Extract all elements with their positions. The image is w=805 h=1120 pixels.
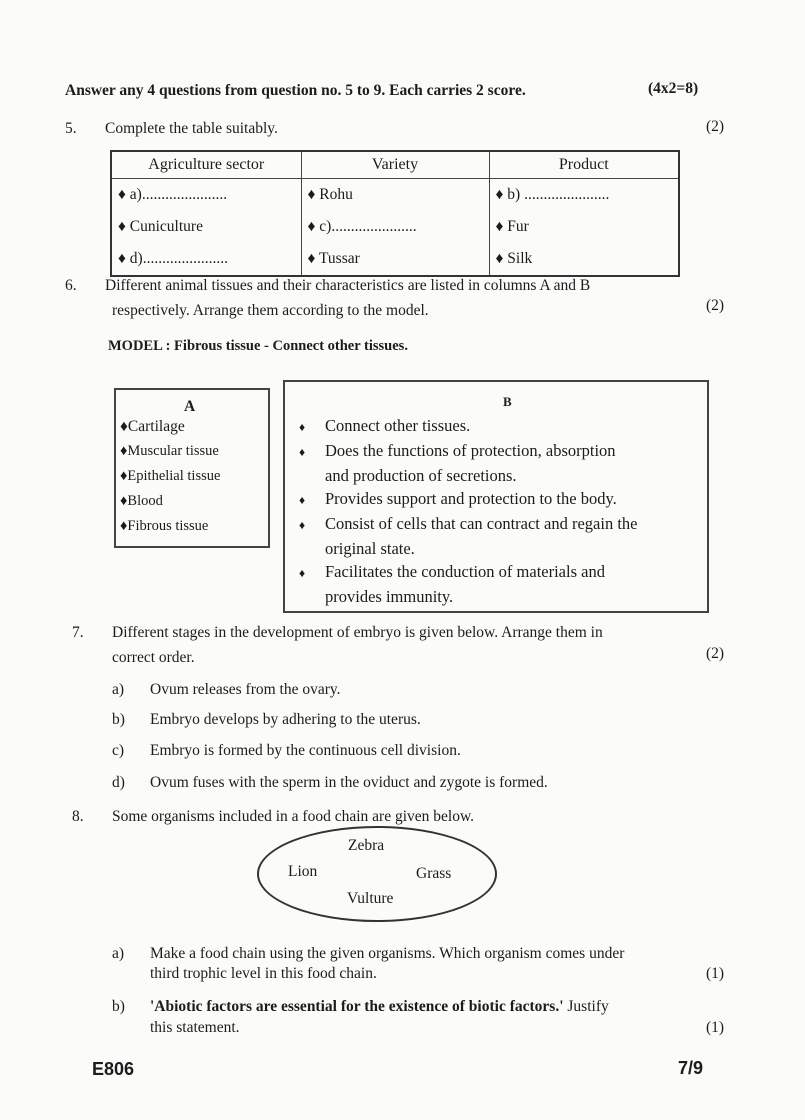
q8b-justify: Justify xyxy=(563,998,609,1015)
table-cell: ♦ c)...................... xyxy=(301,211,489,243)
column-b-item xyxy=(299,414,637,439)
column-a-item: ♦Cartilage xyxy=(120,418,185,435)
paper-code: E806 xyxy=(92,1059,135,1079)
q8-number: 8. xyxy=(72,808,84,825)
organism-zebra: Zebra xyxy=(348,837,385,854)
q8a-line2: third trophic level in this food chain. xyxy=(150,965,377,982)
header-product: Product xyxy=(489,151,679,179)
column-a-item: ♦Blood xyxy=(120,493,163,509)
page-number: 7/9 xyxy=(678,1058,704,1078)
item-text: Does the functions of protection, absorption xyxy=(325,441,616,460)
item-text: provides immunity. xyxy=(325,587,454,606)
q8a-marks: (1) xyxy=(706,965,725,982)
bullet-icon: ♦ xyxy=(299,518,306,532)
q7-line2: correct order. xyxy=(112,649,195,666)
table-row xyxy=(111,179,679,212)
table-cell: ♦ Tussar xyxy=(301,243,489,276)
q8b-statement: 'Abiotic factors are essential for the existence of biotic factors.' xyxy=(150,998,564,1015)
q6-line1: Different animal tissues and their characteristics are listed in columns A and B xyxy=(105,277,591,294)
q8b-letter: b) xyxy=(112,998,125,1015)
column-b-title: B xyxy=(503,394,512,409)
q7-item-text: Embryo develops by adhering to the uterus. xyxy=(150,711,421,728)
bullet-icon: ♦ xyxy=(299,445,306,459)
q5-text: Complete the table suitably. xyxy=(105,120,278,137)
q8a-line1: Make a food chain using the given organisms. Which organism comes under xyxy=(150,945,625,962)
q7-line1: Different stages in the development of embryo is given below. Arrange them in xyxy=(112,624,603,641)
q5-number: 5. xyxy=(65,120,77,137)
table-row xyxy=(111,211,679,243)
q7-number: 7. xyxy=(72,624,84,641)
table-row xyxy=(111,243,679,276)
item-text: Connect other tissues. xyxy=(325,416,471,435)
column-a-item: ♦Fibrous tissue xyxy=(120,518,209,534)
q7-item-letter: a) xyxy=(112,681,125,698)
q7-item-letter: c) xyxy=(112,742,125,759)
item-text: Provides support and protection to the body. xyxy=(325,489,617,508)
q7-item-text: Ovum releases from the ovary. xyxy=(150,681,341,698)
column-b-item xyxy=(299,560,637,608)
q6-model: MODEL : Fibrous tissue - Connect other tissues. xyxy=(108,338,408,354)
table-cell: ♦ Cuniculture xyxy=(111,211,301,243)
table-cell: ♦ Rohu xyxy=(301,179,489,212)
item-text: and production of secretions. xyxy=(325,466,517,485)
column-b-list xyxy=(299,414,637,608)
q7-item-letter: b) xyxy=(112,711,125,728)
table-cell: ♦ a)...................... xyxy=(111,179,301,212)
q8b-line2: this statement. xyxy=(150,1019,240,1036)
section-marks: (4x2=8) xyxy=(648,80,699,97)
section-instruction: Answer any 4 questions from question no. 5 to 9. Each carries 2 score. xyxy=(65,82,526,99)
table-cell: ♦ d)...................... xyxy=(111,243,301,276)
header-agriculture-sector: Agriculture sector xyxy=(111,151,301,179)
q7-item-text: Embryo is formed by the continuous cell division. xyxy=(150,742,461,759)
item-text: Consist of cells that can contract and regain the xyxy=(325,514,638,533)
item-text: Facilitates the conduction of materials and xyxy=(325,562,605,581)
organism-vulture: Vulture xyxy=(347,890,394,907)
table-cell: ♦ b) ...................... xyxy=(489,179,679,212)
q7-marks: (2) xyxy=(706,645,725,662)
q6-number: 6. xyxy=(65,277,77,294)
column-b-box xyxy=(283,380,709,613)
q8a-letter: a) xyxy=(112,945,125,962)
bullet-icon: ♦ xyxy=(299,493,306,507)
q8b-line1 xyxy=(150,998,609,1016)
q8b-marks: (1) xyxy=(706,1019,725,1036)
agriculture-table xyxy=(110,150,680,277)
q5-marks: (2) xyxy=(706,118,725,135)
column-b-item xyxy=(299,512,637,560)
table-cell: ♦ Silk xyxy=(489,243,679,276)
q7-item-text: Ovum fuses with the sperm in the oviduct and zygote is formed. xyxy=(150,774,548,791)
bullet-icon: ♦ xyxy=(299,566,306,580)
organism-lion: Lion xyxy=(288,863,318,880)
q6-marks: (2) xyxy=(706,297,725,314)
column-a-box xyxy=(114,388,270,548)
bullet-icon: ♦ xyxy=(299,420,306,434)
q6-line2: respectively. Arrange them according to the model. xyxy=(112,302,429,319)
column-a-item: ♦Epithelial tissue xyxy=(120,468,221,484)
q7-item-letter: d) xyxy=(112,774,125,791)
q8-text: Some organisms included in a food chain are given below. xyxy=(112,808,475,825)
column-a-item: ♦Muscular tissue xyxy=(120,443,219,459)
column-b-item xyxy=(299,439,637,487)
item-text: original state. xyxy=(325,539,415,558)
column-a-title: A xyxy=(184,398,196,415)
organism-grass: Grass xyxy=(416,865,452,882)
column-b-item xyxy=(299,487,637,512)
table-cell: ♦ Fur xyxy=(489,211,679,243)
header-variety: Variety xyxy=(301,151,489,179)
